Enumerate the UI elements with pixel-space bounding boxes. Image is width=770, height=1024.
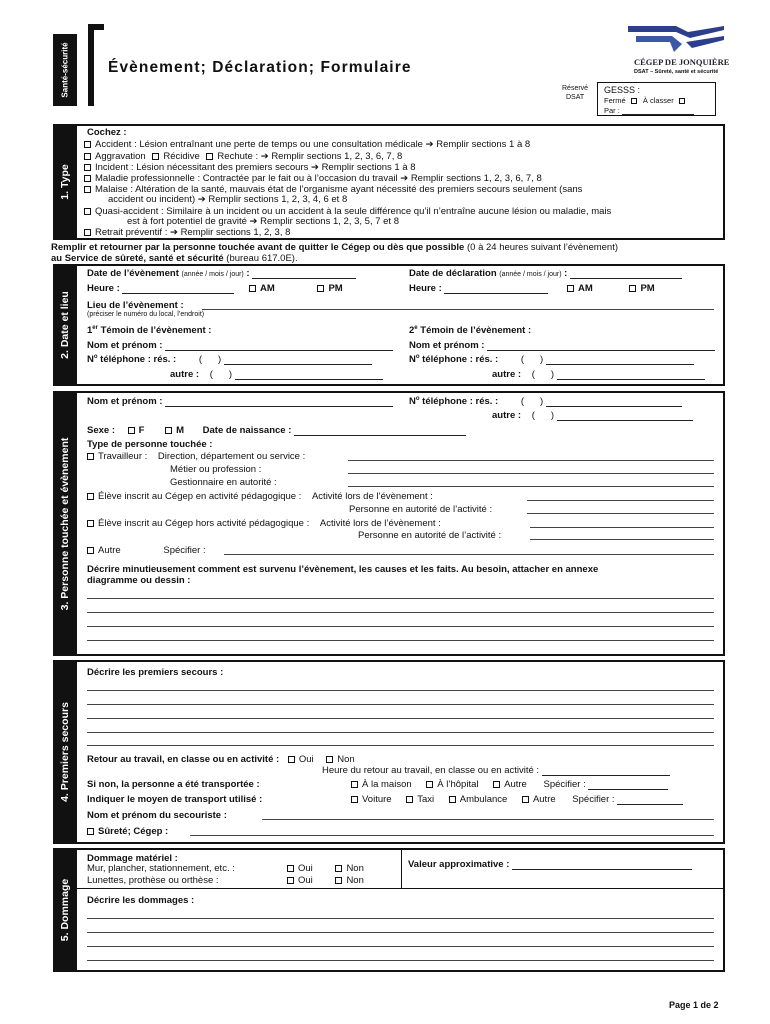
page-number: Page 1 de 2 [669,1000,719,1010]
secours-line-2[interactable] [87,704,714,705]
sexe-row: Sexe : F M Date de naissance : [87,425,466,436]
date-evenement-row: Date de l’évènement (année / mois / jour) : [87,268,356,279]
valeur-row: Valeur approximative : [408,859,692,870]
lieu-hint: (préciser le numéro du local, l’endroit) [87,311,205,318]
personne-autre-field[interactable] [557,411,693,421]
ferme-label: Fermé [604,96,626,105]
logo-subtitle: DSAT – Sûreté, santé et sécurité [634,69,719,75]
taxi-checkbox[interactable] [406,796,413,803]
type-accident[interactable]: Accident : Lésion entraînant une perte de temps ou une consultation médicale ➔ Remplir sections 1 à 8 [84,139,530,150]
moyen-row: Indiquer le moyen de transport utilisé : [87,794,263,805]
lunettes-row: Lunettes, prothèse ou orthèse : [87,875,219,886]
mur-non-checkbox[interactable] [335,865,342,872]
eleve-hors-row: Élève inscrit au Cégep hors activité pédagogique : Activité lors de l’évènement : [87,518,441,529]
metier-field[interactable] [348,473,714,474]
heure-decl-am-checkbox[interactable] [567,285,574,292]
transport-options: À la maison À l’hôpital Autre Spécifier : [351,779,668,790]
quasi-accident-checkbox[interactable] [84,208,91,215]
valeur-field[interactable] [512,860,692,870]
direction-field[interactable] [348,460,714,461]
decrire-evenement-line-2[interactable] [87,612,714,613]
temoin1-autre-row: autre : ( ) [170,369,383,380]
reserve-dsat: DSAT [566,94,585,101]
temoin2-res-field[interactable] [546,355,694,365]
instruction-line2: au Service de sûreté, santé et sécurité (bureau 617.0E). [51,253,298,264]
decrire-evenement-label2: diagramme ou dessin : [87,575,191,586]
surete-field[interactable] [190,835,714,836]
eleve-hors-checkbox[interactable] [87,520,94,527]
date-evenement-field[interactable] [252,269,356,279]
temoin2-autre-field[interactable] [557,370,705,380]
temoin2-autre-row: autre : ( ) [492,369,705,380]
secours-line-1[interactable] [87,690,714,691]
type-aggravation[interactable]: Aggravation Récidive Rechute : ➔ Remplir sections 1, 2, 3, 6, 7, 8 [84,151,402,162]
sexe-m-checkbox[interactable] [165,427,172,434]
decrire-dommages-label: Décrire les dommages : [87,895,195,906]
decrire-evenement-line-3[interactable] [87,626,714,627]
date-declaration-row: Date de déclaration (année / mois / jour) : [409,268,682,279]
incident-checkbox[interactable] [84,164,91,171]
autre-type-field[interactable] [224,554,714,555]
maladie-checkbox[interactable] [84,175,91,182]
dommages-line-3[interactable] [87,946,714,947]
personne-nom-field[interactable] [165,397,393,407]
lunettes-non-checkbox[interactable] [335,877,342,884]
heure-decl-pm-checkbox[interactable] [629,285,636,292]
voiture-checkbox[interactable] [351,796,358,803]
heure-declaration-field[interactable] [444,284,548,294]
moyen-options: Voiture Taxi Ambulance Autre Spécifier : [351,794,683,805]
par-label: Par : [604,106,620,115]
lieu-row: Lieu de l’évènement : [87,300,184,311]
type-maladie[interactable]: Maladie professionnelle : Contractée par le fait ou à l’occasion du travail ➔ Remplir sections 1, 2, 3, 6, 7, 8 [84,173,542,184]
decrire-evenement-line-1[interactable] [87,598,714,599]
temoin2-tel-row: $N^o$ téléphone : rés. : ( ) [409,354,694,365]
heure-am-checkbox[interactable] [249,285,256,292]
maison-checkbox[interactable] [351,781,358,788]
transport-row: Si non, la personne a été transportée : [87,779,260,790]
temoin1-nom-row: Nom et prénom : [87,340,393,351]
temoin1-res-field[interactable] [224,355,372,365]
personne-tel-row: $N^o$ téléphone : rés. : ( ) [409,396,682,407]
secouriste-row: Nom et prénom du secouriste : [87,810,227,821]
secours-line-5 [87,745,714,746]
personne-res-field[interactable] [546,397,682,407]
decrire-secours-label: Décrire les premiers secours : [87,667,224,678]
temoin1-nom-field[interactable] [165,341,393,351]
logo-name: CÉGEP DE JONQUIÈRE [634,57,730,67]
eleve-in-activite-field[interactable] [527,500,714,501]
type-malaise[interactable]: Malaise : Altération de la santé, mauvais état de l’organisme ayant nécessité des premiers secours seulement (sans [84,184,582,195]
dommages-line-4[interactable] [87,960,714,961]
temoin2-nom-row: Nom et prénom : [409,340,715,351]
type-retrait[interactable]: Retrait préventif : ➔ Remplir sections 1, 2, 3, 8 [84,227,290,238]
secouriste-field[interactable] [262,819,714,820]
eleve-hors-autorite-label: Personne en autorité de l’activité : [358,530,502,541]
personne-autre-tel-row: autre : ( ) [492,410,693,421]
lieu-field[interactable] [202,309,714,310]
retour-oui-checkbox[interactable] [288,756,295,763]
temoin2-label: 2e Témoin de l’évènement : [409,325,532,337]
surete-checkbox[interactable] [87,828,94,835]
eleve-in-autorite-field[interactable] [527,513,714,514]
retrait-checkbox[interactable] [84,229,91,236]
type-personne-label: Type de personne touchée : [87,439,213,450]
heure-evenement-row: Heure : AM PM [87,283,343,294]
instruction-line1: Remplir et retourner par la personne touchée avant de quitter le Cégep ou dès que possible (0 à 24 heures suivant l’évènement) [51,242,619,253]
retour-non-checkbox[interactable] [326,756,333,763]
surete-row: Sûreté; Cégep : [87,826,168,837]
gestionnaire-field[interactable] [348,486,714,487]
type-quasi-accident-cont: est à fort potentiel de gravité ➔ Remplir sections 1, 2, 3, 5, 7 et 8 [127,216,399,227]
gesss-label: GESSS : [604,85,641,95]
autre-type-checkbox[interactable] [87,547,94,554]
temoin1-autre-field[interactable] [235,370,383,380]
mur-options: Oui Non [287,863,364,874]
secours-line-3[interactable] [87,718,714,719]
recidive-checkbox[interactable] [152,153,159,160]
sexe-f-checkbox[interactable] [128,427,135,434]
heure-pm-checkbox[interactable] [317,285,324,292]
dommage-divider-h [77,888,725,889]
hopital-checkbox[interactable] [426,781,433,788]
temoin1-tel-row: $N^o$ téléphone : rés. : ( ) [87,354,372,365]
reserve-label: Réservé [562,85,589,92]
section-personne-tab: 3. Personne touchée et évènement [53,391,77,656]
dommages-line-1[interactable] [87,918,714,919]
transport-specifier-field[interactable] [588,780,668,790]
section-date-lieu-tab: 2. Date et lieu [53,264,77,386]
par-field[interactable] [622,106,694,115]
type-incident[interactable]: Incident : Lésion nécessitant des premiers secours ➔ Remplir sections 1 à 8 [84,162,416,173]
title-bracket [88,24,104,106]
heure-retour-field[interactable] [542,766,670,776]
heure-declaration-row: Heure : AM PM [409,283,655,294]
heure-evenement-field[interactable] [122,284,234,294]
eleve-in-checkbox[interactable] [87,493,94,500]
eleve-in-autorite-label: Personne en autorité de l’activité : [349,504,493,515]
lunettes-oui-checkbox[interactable] [287,877,294,884]
secours-line-4[interactable] [87,732,714,733]
moyen-specifier-field[interactable] [617,795,683,805]
dommages-line-2[interactable] [87,932,714,933]
moyen-autre-checkbox[interactable] [522,796,529,803]
side-label: Santé-sécurité [60,42,70,98]
travailleur-checkbox[interactable] [87,453,94,460]
dommage-label: Dommage matériel : [87,853,178,864]
cochez-label: Cochez : [87,127,127,138]
cegep-logo-icon [626,22,726,56]
travailleur-row: Travailleur : Direction, département ou service : [87,451,305,462]
section-premiers-secours-tab: 4. Premiers secours [53,660,77,844]
autre-type-row: Autre Spécifier : [87,545,206,556]
ambulance-checkbox[interactable] [449,796,456,803]
a-classer-label: À classer [642,96,674,105]
a-classer-checkbox[interactable] [679,98,685,104]
aggravation-checkbox[interactable] [84,153,91,160]
section-type-tab: 1. Type [53,124,77,240]
accident-checkbox[interactable] [84,141,91,148]
decrire-evenement-label: Décrire minutieusement comment est survenu l’évènement, les causes et les faits. Au besoin, attacher en annexe [87,564,599,575]
lunettes-options: Oui Non [287,875,364,886]
mur-oui-checkbox[interactable] [287,865,294,872]
page-title: Évènement; Déclaration; Formulaire [108,59,412,76]
type-malaise-cont: accident ou incident) ➔ Remplir sections 1, 2, 3, 4, 6 et 8 [108,194,348,205]
dommage-divider-v [401,848,402,888]
transport-autre-checkbox[interactable] [493,781,500,788]
type-quasi-accident[interactable]: Quasi-accident : Similaire à un incident ou un accident à la seule différence qu’il n’entraîne aucune lésion ou maladie, mais [84,206,611,217]
temoin2-nom-field[interactable] [487,341,715,351]
decrire-evenement-line-4[interactable] [87,640,714,641]
date-declaration-field[interactable] [570,269,682,279]
naissance-field[interactable] [294,426,466,436]
eleve-hors-autorite-field[interactable] [530,539,714,540]
gesss-box [597,82,716,116]
ferme-checkbox[interactable] [631,98,637,104]
eleve-in-row: Élève inscrit au Cégep en activité pédagogique : Activité lors de l’évènement : [87,491,433,502]
gestionnaire-label: Gestionnaire en autorité : [170,477,277,488]
temoin1-label: 1er Témoin de l’évènement : [87,325,212,337]
eleve-hors-activite-field[interactable] [530,527,714,528]
personne-nom-row: Nom et prénom : [87,396,393,407]
retour-row: Retour au travail, en classe ou en activité : Oui Non [87,754,355,765]
section-dommage-tab: 5. Dommage [53,848,77,972]
malaise-checkbox[interactable] [84,186,91,193]
metier-label: Métier ou profession : [170,464,262,475]
rechute-checkbox[interactable] [206,153,213,160]
heure-retour-row: Heure du retour au travail, en classe ou en activité : [322,765,670,776]
mur-row: Mur, plancher, stationnement, etc. : [87,863,235,874]
